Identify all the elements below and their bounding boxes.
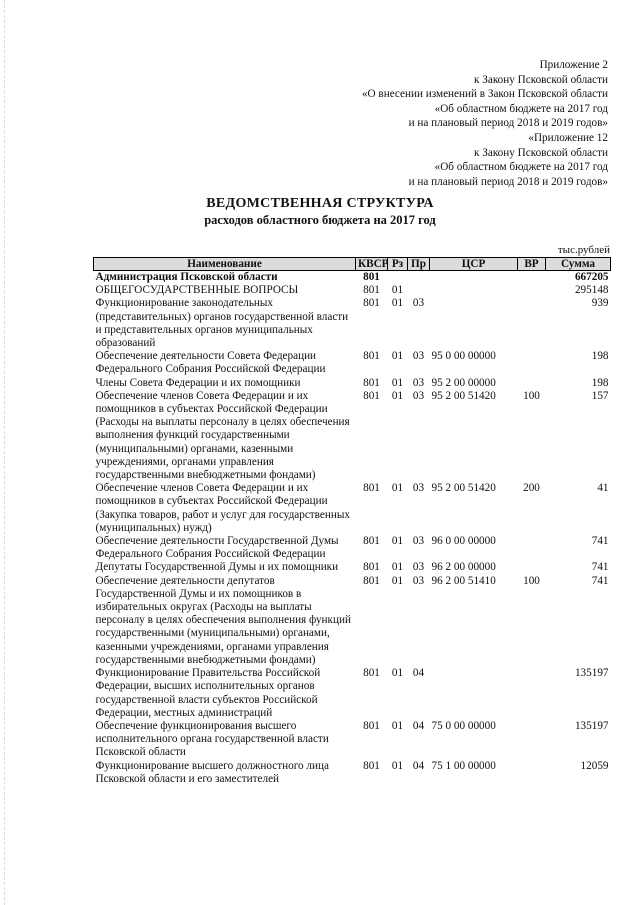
row-pr: 03	[412, 535, 425, 548]
row-csr: 95 0 00 00000	[431, 350, 496, 363]
header-rz: Рз	[388, 258, 408, 271]
row-csr: 75 1 00 00000	[431, 759, 496, 772]
row-vr	[518, 667, 546, 720]
row-sum: 741	[591, 574, 609, 587]
row-rz: 01	[391, 719, 404, 732]
row-vr	[518, 561, 546, 574]
appendix-2-line: к Закону Псковской области	[474, 73, 608, 86]
row-sum: 12059	[580, 759, 609, 772]
row-csr	[430, 284, 518, 297]
row-name: ОБЩЕГОСУДАРСТВЕННЫЕ ВОПРОСЫ	[95, 284, 299, 297]
row-rz	[388, 271, 408, 285]
row-vr: 200	[523, 482, 540, 495]
row-pr: 03	[412, 574, 425, 587]
row-sum: 741	[591, 561, 609, 574]
row-vr	[518, 535, 546, 561]
row-name: Обеспечение членов Совета Федерации и их помощников в субъектах Российской Федерации (Расходы на выплаты персоналу в целях обеспечения выполнения функций государственными (муниципальными) органами, казенными учреждениями, органами управления государственными внебюджетными фондами)	[95, 389, 350, 482]
row-rz: 01	[391, 376, 404, 389]
row-vr	[518, 297, 546, 350]
row-csr: 95 2 00 51420	[431, 389, 496, 402]
table-body	[94, 271, 611, 786]
table-row	[94, 667, 611, 720]
row-name: Функционирование высшего должностного лица Псковской области и его заместителей	[95, 759, 329, 785]
row-pr: 03	[412, 376, 425, 389]
row-rz: 01	[391, 482, 404, 495]
row-vr	[518, 271, 546, 285]
row-sum: 157	[591, 389, 609, 402]
row-kvsr: 801	[363, 719, 380, 732]
row-rz: 01	[391, 297, 404, 310]
header-pr: Пр	[408, 258, 430, 271]
row-name: Обеспечение членов Совета Федерации и их помощников в субъектах Российской Федерации (Закупка товаров, работ и услуг для государственных (муниципальных) нужд)	[95, 482, 350, 534]
row-sum: 135197	[574, 719, 609, 732]
row-kvsr: 801	[363, 667, 380, 680]
row-sum: 198	[591, 376, 609, 389]
table-header-row	[94, 258, 611, 271]
row-pr: 03	[412, 350, 425, 363]
row-sum: 198	[591, 350, 609, 363]
row-pr: 03	[412, 297, 425, 310]
row-csr: 96 2 00 00000	[431, 561, 496, 574]
row-kvsr: 801	[363, 574, 380, 587]
row-csr: 95 2 00 00000	[431, 376, 496, 389]
appendix-2-line: Приложение 2	[539, 59, 608, 71]
row-sum: 667205	[574, 271, 609, 283]
row-pr: 04	[412, 759, 425, 772]
row-name: Депутаты Государственной Думы и их помощники	[95, 561, 339, 574]
appendix-2-header	[362, 58, 608, 131]
row-sum: 295148	[574, 284, 609, 297]
row-vr	[518, 720, 546, 760]
table-row	[94, 482, 611, 535]
table-row	[94, 377, 611, 390]
row-vr	[518, 350, 546, 376]
row-kvsr: 801	[363, 759, 380, 772]
header-sum: Сумма	[546, 258, 611, 271]
row-csr: 96 0 00 00000	[431, 535, 496, 548]
row-rz: 01	[391, 574, 404, 587]
row-csr: 96 2 00 51410	[431, 574, 496, 587]
table-row	[94, 284, 611, 297]
row-name: Обеспечение функционирования высшего исполнительного органа государственной власти Псковской области	[95, 719, 329, 759]
row-kvsr: 801	[363, 297, 380, 310]
row-rz: 01	[391, 759, 404, 772]
appendix-12-line: «Об областном бюджете на 2017 год	[434, 161, 608, 174]
row-vr	[518, 284, 546, 297]
row-name: Администрация Псковской области	[95, 271, 278, 283]
row-kvsr: 801	[363, 482, 380, 495]
appendix-12-line: «Приложение 12	[528, 132, 608, 144]
row-rz: 01	[391, 561, 404, 574]
row-rz: 01	[391, 350, 404, 363]
table-row	[94, 720, 611, 760]
row-vr: 100	[523, 389, 540, 402]
row-rz: 01	[391, 535, 404, 548]
row-kvsr: 801	[363, 535, 380, 548]
row-kvsr: 801	[363, 561, 380, 574]
row-vr	[518, 377, 546, 390]
row-csr	[430, 667, 518, 720]
row-kvsr: 801	[363, 350, 380, 363]
header-name: Наименование	[94, 258, 356, 271]
table-row	[94, 561, 611, 574]
table-row	[94, 271, 611, 285]
row-csr: 75 0 00 00000	[431, 719, 496, 732]
appendix-12-line: и на плановый период 2018 и 2019 годов»	[408, 175, 608, 188]
row-pr: 04	[412, 667, 425, 680]
row-rz: 01	[391, 284, 404, 297]
row-sum: 135197	[574, 667, 609, 680]
row-kvsr: 801	[363, 271, 380, 283]
table-row	[94, 575, 611, 667]
row-name: Члены Совета Федерации и их помощники	[95, 376, 301, 389]
appendix-2-line: «Об областном бюджете на 2017 год	[434, 102, 608, 115]
table-row	[94, 390, 611, 482]
table-row	[94, 535, 611, 561]
row-csr	[430, 297, 518, 350]
row-kvsr: 801	[363, 376, 380, 389]
units-label: тыс.рублей	[557, 244, 610, 256]
appendix-2-line: «О внесении изменений в Закон Псковской области	[361, 88, 608, 101]
appendix-2-line: и на плановый период 2018 и 2019 годов»	[408, 117, 608, 130]
row-sum: 939	[591, 297, 609, 310]
row-name: Обеспечение деятельности Совета Федерации Федерального Собрания Российской Федерации	[95, 350, 326, 376]
row-pr: 03	[412, 561, 425, 574]
row-name: Обеспечение деятельности Государственной Думы Федерального Собрания Российской Федерации	[95, 535, 339, 561]
row-vr	[518, 760, 546, 786]
row-pr: 04	[412, 719, 425, 732]
header-kvsr: КВСР	[356, 258, 388, 271]
row-sum: 41	[597, 482, 609, 495]
row-name: Функционирование Правительства Российской Федерации, высших исполнительных органов государственной власти субъектов Российской Федерации, местных администраций	[95, 667, 321, 719]
header-vr: ВР	[518, 258, 546, 271]
budget-table	[93, 257, 611, 786]
table-row	[94, 297, 611, 350]
document-subtitle: расходов областного бюджета на 2017 год	[204, 213, 436, 227]
table-row	[94, 760, 611, 786]
document-title: ВЕДОМСТВЕННАЯ СТРУКТУРА	[206, 196, 434, 211]
table-row	[94, 350, 611, 376]
row-rz: 01	[391, 389, 404, 402]
row-pr	[408, 284, 430, 297]
row-pr: 03	[412, 482, 425, 495]
row-sum: 741	[591, 535, 609, 548]
appendix-12-line: к Закону Псковской области	[474, 146, 608, 159]
row-name: Обеспечение деятельности депутатов Государственной Думы и их помощников в избирательных округах (Расходы на выплаты персоналу в целях обеспечения выполнения функций государственными (муниципальными) органами, казенными учреждениями, органами управления государственными внебюджетными фондами)	[95, 574, 351, 666]
page-edge	[4, 0, 6, 905]
row-pr: 03	[412, 389, 425, 402]
row-name: Функционирование законодательных (представительных) органов государственной власти и представительных органов муниципальных образований	[95, 297, 349, 350]
row-rz: 01	[391, 667, 404, 680]
appendix-12-header	[409, 131, 608, 189]
row-kvsr: 801	[363, 284, 380, 297]
row-csr	[430, 271, 518, 285]
header-csr: ЦСР	[430, 258, 518, 271]
row-kvsr: 801	[363, 389, 380, 402]
row-pr	[408, 271, 430, 285]
row-csr: 95 2 00 51420	[431, 482, 496, 495]
row-vr: 100	[523, 574, 540, 587]
